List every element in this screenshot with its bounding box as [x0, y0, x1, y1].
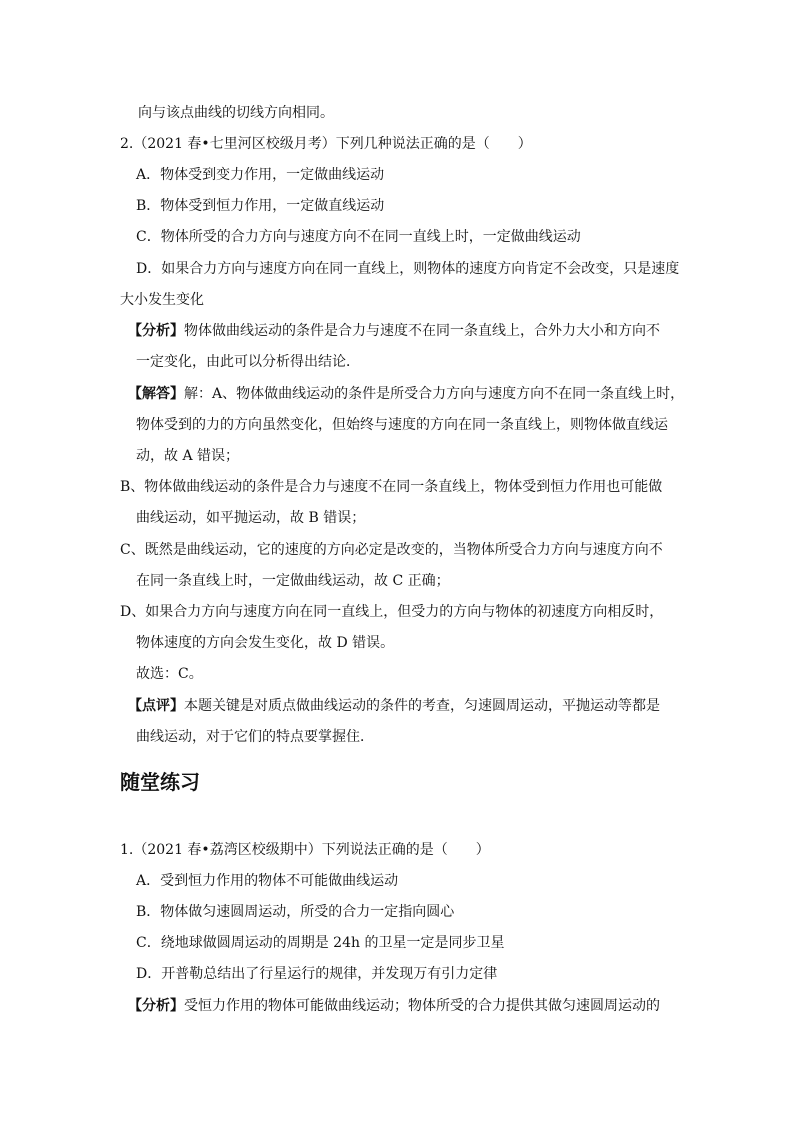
analysis-tag: 【分析】: [128, 323, 184, 339]
question-stem: 1.（2021 春•荔湾区校级期中）下列说法正确的是（ ）: [120, 842, 490, 858]
option-a: A．物体受到变力作用，一定做曲线运动: [136, 167, 385, 183]
section-heading: 随堂练习: [120, 770, 200, 794]
analysis-paragraph: [128, 321, 660, 341]
answer-paragraph: [128, 384, 684, 404]
answer-text: 解：A、物体做曲线运动的条件是所受合力方向与速度方向不在同一条直线上时，: [184, 386, 685, 402]
comment-paragraph: [128, 696, 660, 716]
question-stem: 2.（2021 春•七里河区校级月考）下列几种说法正确的是（ ）: [120, 136, 532, 152]
option-d: D．开普勒总结出了行星运行的规律，并发现万有引力定律: [136, 966, 498, 982]
option-b: B．物体受到恒力作用，一定做直线运动: [136, 198, 385, 214]
answer-line-5: 曲线运动，如平抛运动，故 B 错误；: [136, 510, 366, 526]
answer-line-3: 动，故 A 错误；: [136, 448, 240, 464]
analysis-text: 物体做曲线运动的条件是合力与速度不在同一条直线上，合外力大小和方向不: [184, 323, 660, 339]
option-a: A．受到恒力作用的物体不可能做曲线运动: [136, 873, 399, 889]
comment-line-2: 曲线运动，对于它们的特点要掌握住．: [136, 729, 374, 745]
answer-line-2: 物体受到的力的方向虽然变化，但始终与速度的方向在同一条直线上，则物体做直线运: [136, 417, 668, 433]
analysis-text: 受恒力作用的物体可能做曲线运动；物体所受的合力提供其做匀速圆周运动的: [184, 998, 660, 1014]
option-d: D．如果合力方向与速度方向在同一直线上，则物体的速度方向肯定不会改变，只是速度: [136, 261, 680, 277]
option-c: C．物体所受的合力方向与速度方向不在同一直线上时，一定做曲线运动: [136, 229, 581, 245]
answer-line-8: D、如果合力方向与速度方向在同一直线上，但受力的方向与物体的初速度方向相反时，: [120, 604, 664, 620]
answer-line-9: 物体速度的方向会发生变化，故 D 错误。: [136, 635, 395, 651]
analysis-text-line-2: 一定变化，由此可以分析得出结论．: [136, 354, 360, 370]
answer-line-4: B、物体做曲线运动的条件是合力与速度不在同一条直线上，物体受到恒力作用也可能做: [120, 479, 663, 495]
comment-tag: 【点评】: [128, 698, 184, 714]
analysis-paragraph: [128, 996, 660, 1016]
option-c: C．绕地球做圆周运动的周期是 24h 的卫星一定是同步卫星: [136, 935, 505, 951]
continuation-text: 向与该点曲线的切线方向相同。: [138, 105, 334, 121]
option-b: B．物体做匀速圆周运动，所受的合力一定指向圆心: [136, 904, 455, 920]
answer-tag: 【解答】: [128, 386, 184, 402]
answer-line-7: 在同一条直线上时，一定做曲线运动，故 C 正确；: [136, 573, 450, 589]
answer-line-6: C、既然是曲线运动，它的速度的方向必定是改变的，当物体所受合力方向与速度方向不: [120, 542, 663, 558]
option-d-continued: 大小发生变化: [120, 292, 204, 308]
analysis-tag: 【分析】: [128, 998, 184, 1014]
comment-text: 本题关键是对质点做曲线运动的条件的考查，匀速圆周运动，平抛运动等都是: [184, 698, 660, 714]
final-choice: 故选：C。: [136, 666, 203, 682]
